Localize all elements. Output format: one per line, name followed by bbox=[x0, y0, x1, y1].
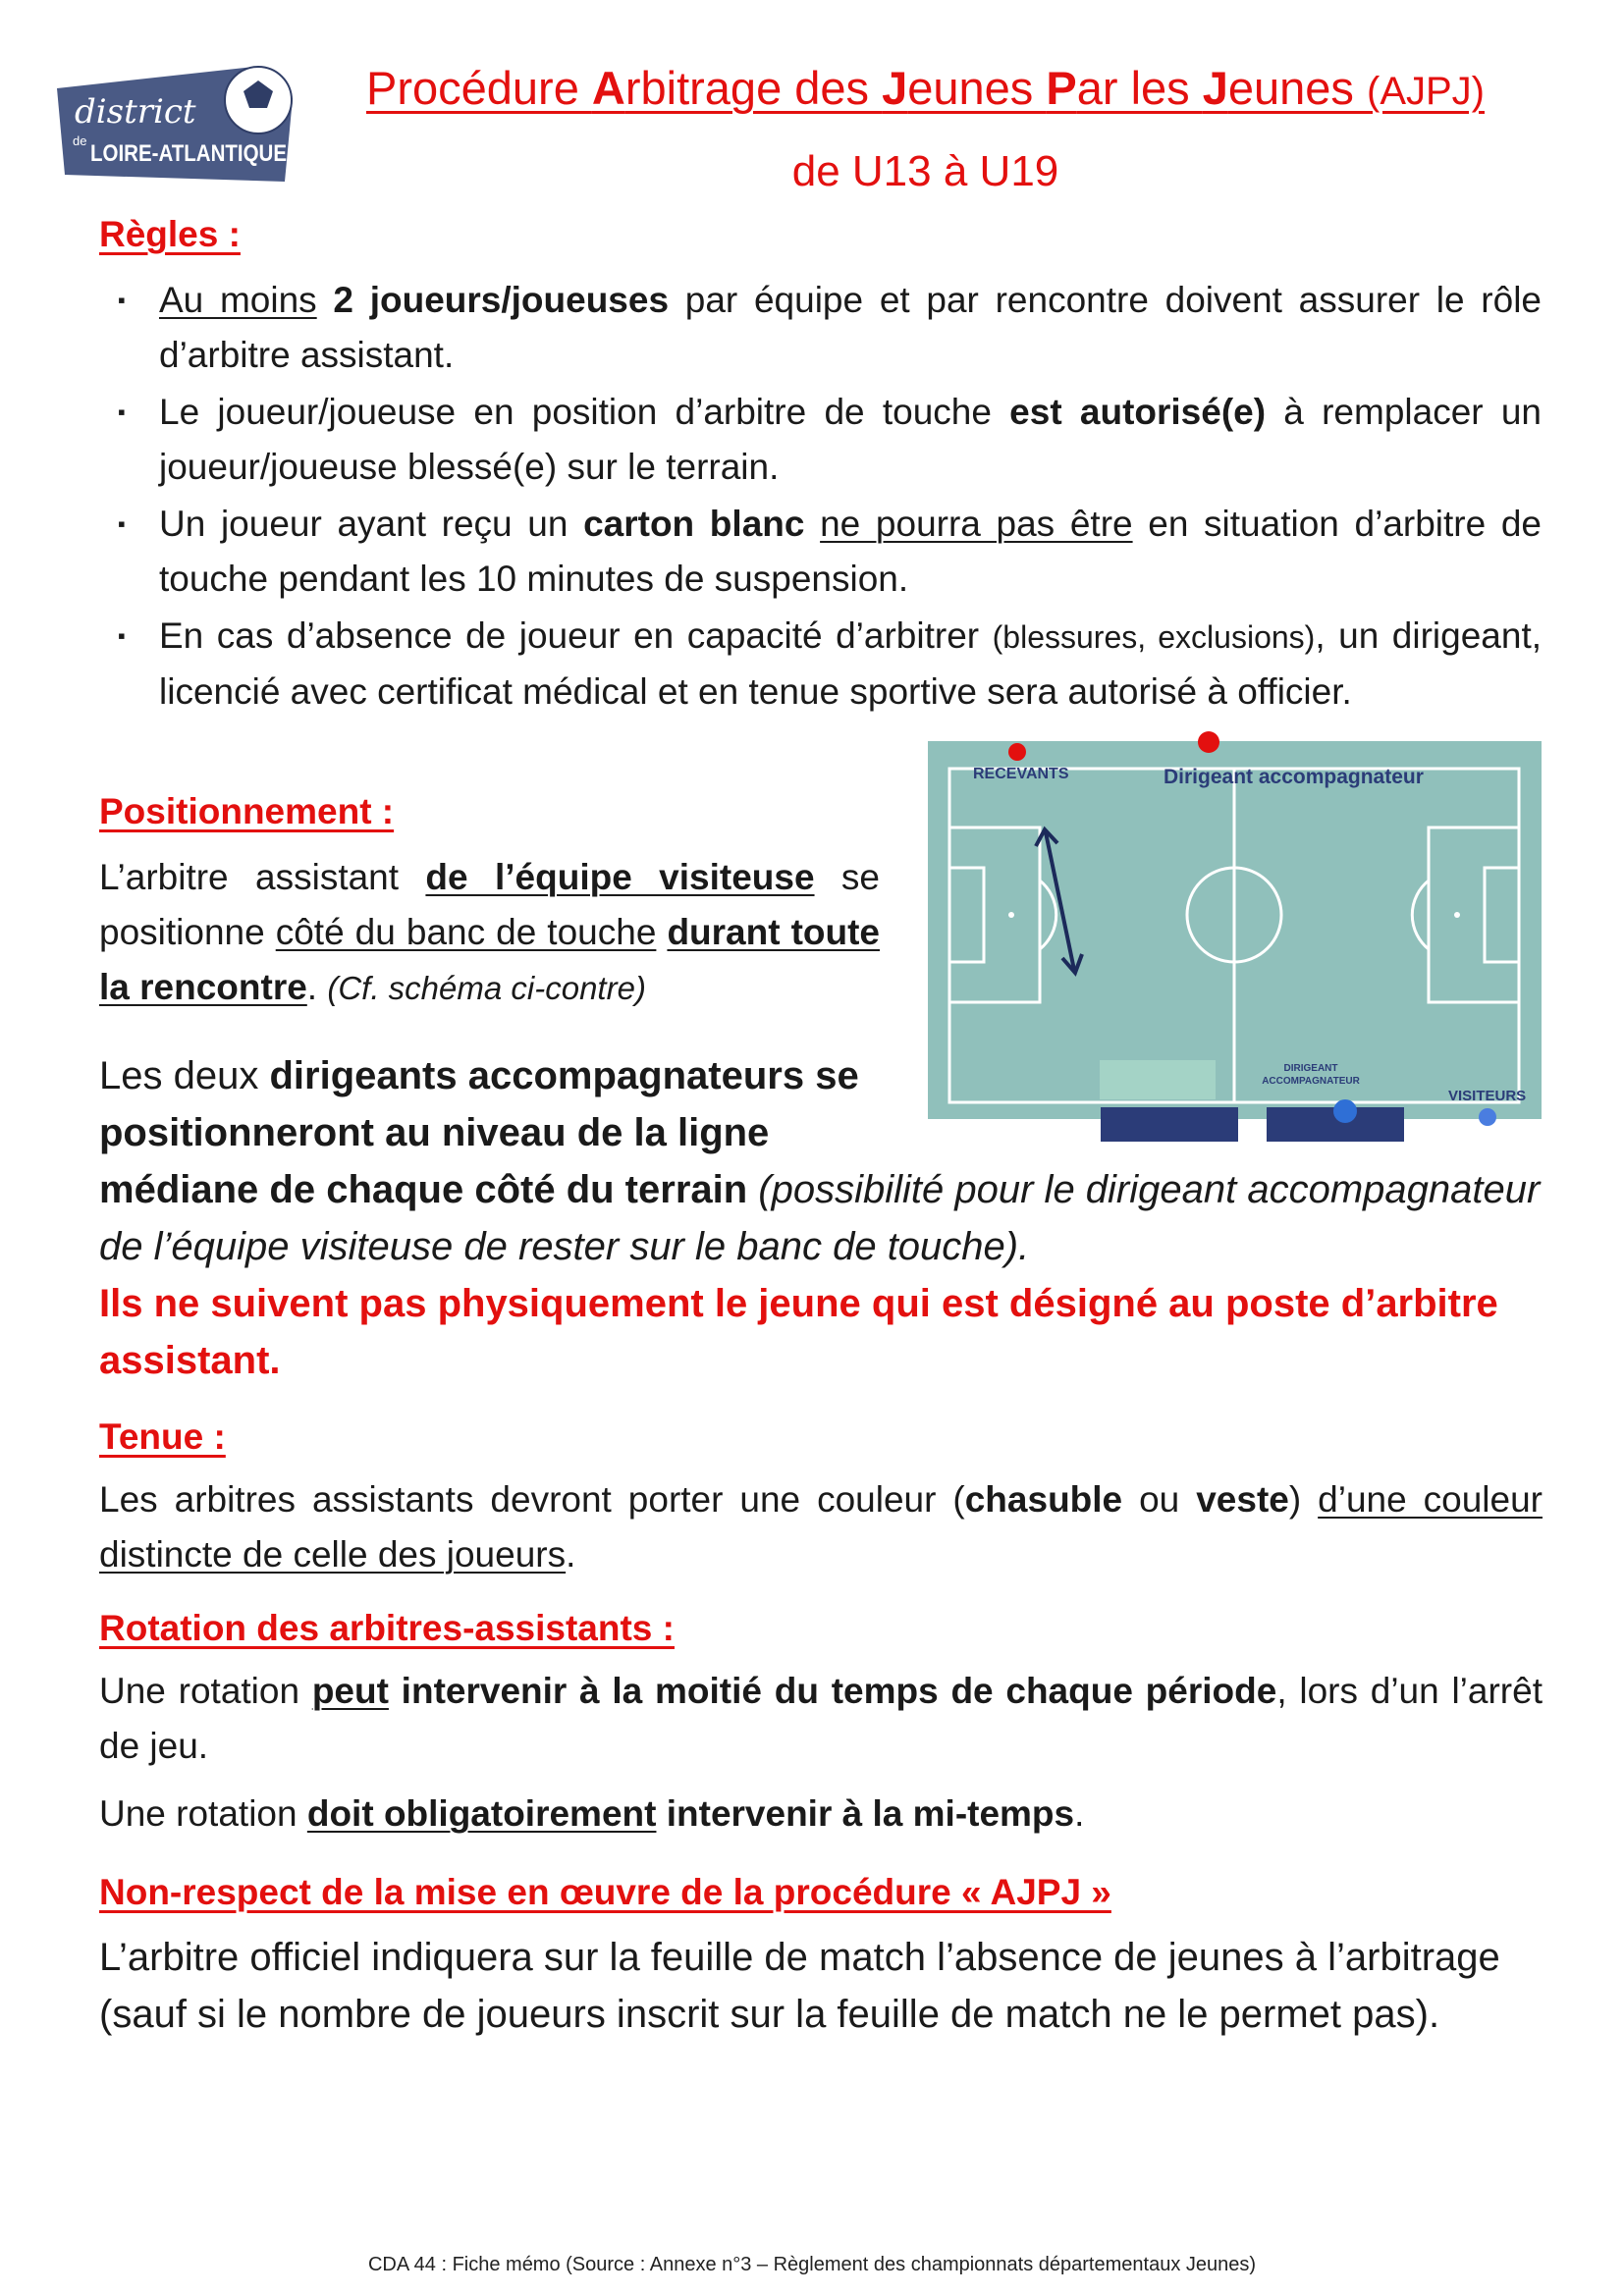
text-span: . bbox=[306, 967, 328, 1007]
district-logo bbox=[57, 59, 302, 187]
title-part: Procédure bbox=[365, 62, 592, 114]
logo-line2: de bbox=[73, 133, 87, 148]
text-note: (possibilité pour le dirigeant accompagnateur de l’équipe visiteuse de rester sur le banc de touche). bbox=[99, 1168, 1541, 1268]
page-title bbox=[324, 61, 1527, 115]
text-note: (Cf. schéma ci-contre) bbox=[327, 970, 646, 1006]
rule-text: Un joueur ayant reçu un bbox=[159, 504, 584, 544]
list-item bbox=[108, 609, 1542, 720]
rotation-heading: Rotation des arbitres-assistants : bbox=[99, 1608, 675, 1648]
field-label-bench-manager: DIRIGEANT bbox=[1283, 1063, 1338, 1074]
tenue-heading: Tenue : bbox=[99, 1416, 226, 1457]
warning-text: Ils ne suivent pas physiquement le jeune qui est désigné au poste d’arbitre assistant. bbox=[99, 1282, 1498, 1382]
text-strong: médiane de chaque côté du terrain bbox=[99, 1168, 748, 1211]
away-manager-marker bbox=[1333, 1099, 1357, 1123]
list-item bbox=[108, 385, 1542, 495]
tenue-text bbox=[99, 1472, 1543, 1582]
text-strong: veste bbox=[1196, 1479, 1289, 1520]
title-part: ar les bbox=[1076, 62, 1203, 114]
title-cap: J bbox=[882, 62, 908, 114]
logo-graphic bbox=[57, 59, 302, 187]
title-cap: P bbox=[1046, 62, 1077, 114]
rule-text: Le joueur/joueuse en position d’arbitre de touche bbox=[159, 392, 1010, 432]
rule-text: à remplacer un joueur/joueuse blessé(e) sur le terrain. bbox=[159, 392, 1542, 487]
positionnement-text bbox=[99, 850, 880, 1016]
text-strong: dirigeants accompagnateurs se positionneront au niveau de la ligne bbox=[99, 1054, 859, 1154]
field-label-bench-manager: ACCOMPAGNATEUR bbox=[1262, 1076, 1360, 1087]
title-part: eunes bbox=[1227, 62, 1367, 114]
text-span: Les deux bbox=[99, 1054, 270, 1097]
rule-text: En cas d’absence de joueur en capacité d’arbitrer bbox=[159, 615, 993, 656]
logo-line1: district bbox=[75, 92, 196, 132]
text-strong: intervenir à la mi-temps bbox=[656, 1793, 1075, 1834]
text-emphasis: côté du banc de touche bbox=[275, 912, 657, 952]
text-span: Les arbitres assistants devront porter une couleur ( bbox=[99, 1479, 965, 1520]
rules-heading: Règles : bbox=[99, 214, 241, 254]
page-subtitle: de U13 à U19 bbox=[791, 147, 1059, 195]
non-respect-text: L’arbitre officiel indiquera sur la feuille de match l’absence de jeunes à l’arbitrage (sauf si le nombre de joueurs inscrit sur la feuille de match ne le permet pas). bbox=[99, 1936, 1500, 2036]
field-label-home: RECEVANTS bbox=[973, 766, 1069, 782]
text-emphasis: doit obligatoirement bbox=[306, 1793, 657, 1834]
rule-text: en situation d’arbitre de touche pendant les 10 minutes de suspension. bbox=[159, 504, 1543, 599]
rule-emphasis: Au moins bbox=[159, 280, 317, 320]
bench-area bbox=[1100, 1060, 1216, 1099]
bullet-icon: ▪ bbox=[118, 400, 126, 424]
rule-strong: carton blanc bbox=[583, 504, 805, 544]
text-span: Une rotation bbox=[99, 1793, 307, 1834]
field-diagram bbox=[928, 731, 1542, 1144]
text-emphasis: d’une couleur distincte de celle des joueurs bbox=[99, 1479, 1543, 1575]
text-emphasis: peut bbox=[311, 1671, 389, 1711]
list-item bbox=[108, 273, 1542, 383]
field-label-away: VISITEURS bbox=[1448, 1088, 1527, 1104]
home-manager-marker bbox=[1198, 731, 1219, 753]
rule-text: par équipe et par rencontre doivent assurer le rôle d’arbitre assistant. bbox=[159, 280, 1543, 375]
title-cap: J bbox=[1202, 62, 1228, 114]
rotation-text-2 bbox=[99, 1787, 1543, 1842]
title-part: rbitrage des bbox=[624, 62, 883, 114]
bullet-icon: ▪ bbox=[118, 511, 126, 536]
rules-list bbox=[108, 273, 1542, 721]
text-span: se positionne bbox=[99, 857, 881, 952]
rule-note: (blessures, exclusions) bbox=[992, 619, 1316, 655]
field-label-manager: Dirigeant accompagnateur bbox=[1164, 766, 1424, 788]
rotation-text-1 bbox=[99, 1664, 1543, 1774]
text-span: ou bbox=[1122, 1479, 1197, 1520]
text-strong: intervenir à la moitié du temps de chaque période bbox=[388, 1671, 1277, 1711]
non-respect-heading: Non-respect de la mise en œuvre de la procédure « AJPJ » bbox=[99, 1872, 1111, 1912]
rule-strong: est autorisé(e) bbox=[1009, 392, 1267, 432]
dirigeants-text-end bbox=[99, 1161, 1543, 1389]
rule-text: , un dirigeant, licencié avec certificat médical et en tenue sportive sera autorisé à officier. bbox=[159, 615, 1543, 712]
text-span: . bbox=[566, 1534, 576, 1575]
bench-home bbox=[1101, 1107, 1238, 1142]
bullet-icon: ▪ bbox=[118, 288, 126, 312]
positionnement-heading: Positionnement : bbox=[99, 791, 395, 831]
title-cap: A bbox=[591, 62, 625, 114]
home-assistant-marker bbox=[1008, 743, 1026, 761]
text-emphasis: durant toute la rencontre bbox=[99, 912, 880, 1007]
title-part: eunes bbox=[907, 62, 1047, 114]
text-span: . bbox=[1074, 1793, 1085, 1834]
text-emphasis: de l’équipe visiteuse bbox=[425, 857, 815, 897]
dirigeants-text-start bbox=[99, 1047, 875, 1161]
text-span: , lors d’un l’arrêt de jeu. bbox=[99, 1671, 1543, 1766]
text-span: L’arbitre assistant bbox=[99, 857, 426, 897]
rule-strong: 2 joueurs/joueuses bbox=[333, 280, 670, 320]
text-strong: chasuble bbox=[964, 1479, 1123, 1520]
list-item bbox=[108, 497, 1542, 607]
text-span bbox=[656, 912, 667, 952]
rule-emphasis: ne pourra pas être bbox=[820, 504, 1133, 544]
logo-line3: LOIRE-ATLANTIQUE bbox=[90, 140, 287, 167]
page-footer: CDA 44 : Fiche mémo (Source : Annexe n°3 – Règlement des championnats départementaux Jeunes) bbox=[367, 2254, 1257, 2275]
title-acronym: (AJPJ) bbox=[1367, 70, 1485, 113]
text-span: Une rotation bbox=[99, 1671, 312, 1711]
away-assistant-marker bbox=[1479, 1108, 1496, 1126]
text-span: ) bbox=[1288, 1479, 1319, 1520]
bullet-icon: ▪ bbox=[118, 623, 126, 648]
